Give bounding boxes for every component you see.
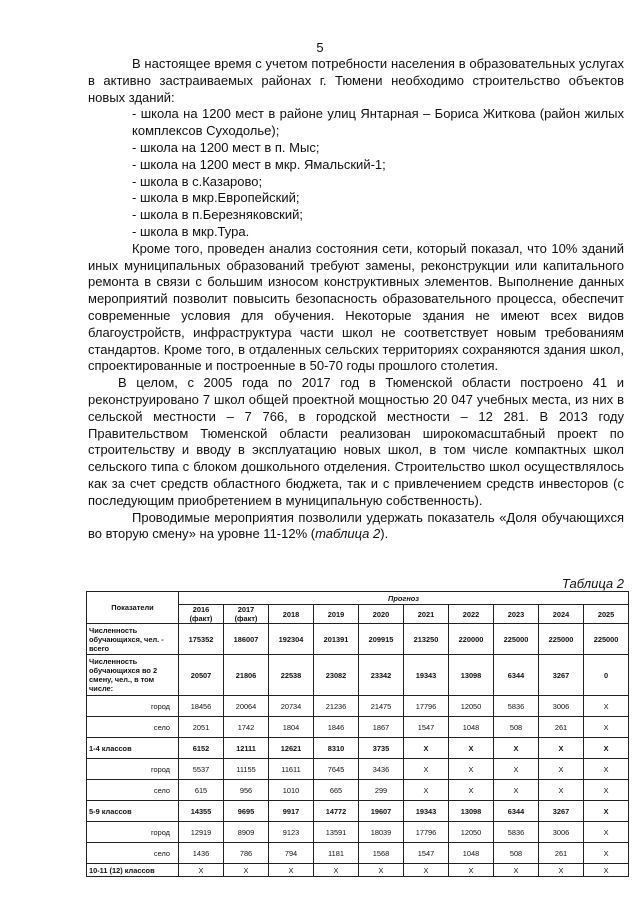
cell: 8909 bbox=[224, 822, 269, 843]
header-year: 2016 (факт) bbox=[179, 605, 224, 624]
cell: 8310 bbox=[314, 738, 359, 759]
row-label: 1-4 классов bbox=[87, 738, 179, 759]
cell: 175352 bbox=[179, 624, 224, 655]
cell: Х bbox=[494, 759, 539, 780]
cell: Х bbox=[494, 738, 539, 759]
list-item: - школа в с.Казарово; bbox=[132, 173, 263, 189]
cell: 0 bbox=[584, 655, 629, 696]
cell: 3006 bbox=[539, 822, 584, 843]
cell: Х bbox=[359, 864, 404, 877]
cell: 1048 bbox=[449, 843, 494, 864]
table-row bbox=[87, 864, 629, 877]
cell: 1010 bbox=[269, 780, 314, 801]
table-reference: таблица 2 bbox=[315, 526, 381, 542]
cell: Х bbox=[269, 864, 314, 877]
cell: 6344 bbox=[494, 655, 539, 696]
cell: 1568 bbox=[359, 843, 404, 864]
table-row bbox=[87, 801, 629, 822]
list-item: - школа в мкр.Европейский; bbox=[132, 190, 300, 206]
cell: 20064 bbox=[224, 696, 269, 717]
cell: Х bbox=[404, 759, 449, 780]
table-row bbox=[87, 738, 629, 759]
row-label: город bbox=[87, 696, 179, 717]
paragraph-4-main: Проводимые мероприятия позволили удержать показатель «Доля обучающихся во вторую смену» на уровне 11-12% ( bbox=[88, 509, 624, 542]
list-item: - школа в п.Березняковский; bbox=[132, 207, 304, 223]
header-year: 2022 bbox=[449, 605, 494, 624]
cell: Х bbox=[584, 843, 629, 864]
list-item: - школа в мкр.Тура. bbox=[132, 223, 250, 239]
cell: 12621 bbox=[269, 738, 314, 759]
cell: 18456 bbox=[179, 696, 224, 717]
data-table bbox=[86, 591, 629, 877]
list-item: - школа на 1200 мест в районе улиц Янтарная – Бориса Житкова (район жилых комплексов Суходолье); bbox=[132, 106, 624, 139]
cell: 261 bbox=[539, 717, 584, 738]
cell: Х bbox=[449, 780, 494, 801]
cell: 186007 bbox=[224, 624, 269, 655]
header-year: 2017 (факт) bbox=[224, 605, 269, 624]
cell: 11611 bbox=[269, 759, 314, 780]
cell: Х bbox=[224, 864, 269, 877]
page-number: 5 bbox=[316, 40, 324, 55]
cell: 209915 bbox=[359, 624, 404, 655]
cell: Х bbox=[404, 738, 449, 759]
cell: 261 bbox=[539, 843, 584, 864]
table-row bbox=[87, 696, 629, 717]
cell: 5836 bbox=[494, 696, 539, 717]
cell: 225000 bbox=[494, 624, 539, 655]
cell: 9123 bbox=[269, 822, 314, 843]
cell: 3436 bbox=[359, 759, 404, 780]
cell: Х bbox=[404, 864, 449, 877]
cell: 225000 bbox=[539, 624, 584, 655]
list-item: - школа на 1200 мест в мкр. Ямальский-1; bbox=[132, 156, 386, 172]
row-label: город bbox=[87, 759, 179, 780]
cell: Х bbox=[539, 738, 584, 759]
header-year: 2018 bbox=[269, 605, 314, 624]
cell: Х bbox=[539, 864, 584, 877]
cell: 3267 bbox=[539, 655, 584, 696]
table-row bbox=[87, 717, 629, 738]
cell: 1867 bbox=[359, 717, 404, 738]
cell: 794 bbox=[269, 843, 314, 864]
cell: 3267 bbox=[539, 801, 584, 822]
cell: 12919 bbox=[179, 822, 224, 843]
body-text bbox=[88, 56, 624, 543]
cell: Х bbox=[449, 864, 494, 877]
cell: Х bbox=[314, 864, 359, 877]
cell: 508 bbox=[494, 717, 539, 738]
header-year: 2021 bbox=[404, 605, 449, 624]
header-forecast: Прогноз bbox=[179, 592, 629, 605]
cell: 201391 bbox=[314, 624, 359, 655]
cell: 20734 bbox=[269, 696, 314, 717]
cell: Х bbox=[584, 759, 629, 780]
cell: 6344 bbox=[494, 801, 539, 822]
cell: 17796 bbox=[404, 696, 449, 717]
cell: 21806 bbox=[224, 655, 269, 696]
header-year: 2023 bbox=[494, 605, 539, 624]
cell: Х bbox=[584, 717, 629, 738]
cell: 23082 bbox=[314, 655, 359, 696]
cell: 23342 bbox=[359, 655, 404, 696]
cell: 5836 bbox=[494, 822, 539, 843]
cell: 14355 bbox=[179, 801, 224, 822]
cell: 13098 bbox=[449, 655, 494, 696]
cell: Х bbox=[539, 759, 584, 780]
paragraph-4 bbox=[88, 510, 624, 544]
cell: 1742 bbox=[224, 717, 269, 738]
cell: Х bbox=[404, 780, 449, 801]
cell: Х bbox=[539, 780, 584, 801]
cell: 1547 bbox=[404, 843, 449, 864]
cell: Х bbox=[584, 780, 629, 801]
cell: Х bbox=[449, 738, 494, 759]
cell: 956 bbox=[224, 780, 269, 801]
cell: 508 bbox=[494, 843, 539, 864]
header-year: 2024 bbox=[539, 605, 584, 624]
cell: 2051 bbox=[179, 717, 224, 738]
table-row bbox=[87, 655, 629, 696]
paragraph-1: В настоящее время с учетом потребности населения в образовательных услугах в активно застраиваемых районах г. Тюмени необходимо строительство объектов новых зданий: bbox=[88, 56, 624, 105]
cell: 21475 bbox=[359, 696, 404, 717]
cell: 19343 bbox=[404, 801, 449, 822]
table-row bbox=[87, 780, 629, 801]
cell: 220000 bbox=[449, 624, 494, 655]
cell: 6152 bbox=[179, 738, 224, 759]
cell: 1547 bbox=[404, 717, 449, 738]
row-label: село bbox=[87, 843, 179, 864]
table-row bbox=[87, 759, 629, 780]
cell: 14772 bbox=[314, 801, 359, 822]
cell: Х bbox=[494, 780, 539, 801]
paragraph-3: В целом, с 2005 года по 2017 год в Тюменской области построено 41 и реконструировано 7 школ общей проектной мощностью 20 047 учебных места, из них в сельской местности – 7 766, в городской местности – 12 281. В 2013 году Правительством Тюменской области реализован широкомасштабный проект по строительству и вводу в эксплуатацию новых школ, в том числе компактных школ сельского типа с блоком дошкольного отделения. Строительство школ осуществлялось как за счет средств областного бюджета, так и с привлечением средств инвесторов (с последующим приобретением в муниципальную собственность). bbox=[88, 375, 624, 508]
paragraph-2: Кроме того, проведен анализ состояния сети, который показал, что 10% зданий иных муниципальных образований требуют замены, реконструкции или капитального ремонта в связи с большим износом конструктивных элементов. Выполнение данных мероприятий позволит повысить безопасность образовательного процесса, обеспечит современные условия для обучения. Некоторые здания не имеют всех видов благоустройств, инфраструктура части школ не соответствует новым требованиям стандартов. Кроме того, в отдаленных сельских территориях сохраняются здания школ, спроектированные и построенные в 50-70 годы прошлого столетия. bbox=[88, 240, 624, 374]
cell: 18039 bbox=[359, 822, 404, 843]
cell: 11155 bbox=[224, 759, 269, 780]
cell: 1804 bbox=[269, 717, 314, 738]
row-label: село bbox=[87, 780, 179, 801]
table-caption: Таблица 2 bbox=[561, 576, 624, 591]
cell: 299 bbox=[359, 780, 404, 801]
cell: 19343 bbox=[404, 655, 449, 696]
cell: 192304 bbox=[269, 624, 314, 655]
cell: 12050 bbox=[449, 696, 494, 717]
cell: 3735 bbox=[359, 738, 404, 759]
cell: Х bbox=[584, 801, 629, 822]
cell: 1181 bbox=[314, 843, 359, 864]
row-label: 10-11 (12) классов bbox=[87, 864, 179, 877]
cell: 21236 bbox=[314, 696, 359, 717]
row-label: Численность обучающихся во 2 смену, чел., в том числе: bbox=[87, 655, 179, 696]
header-year: 2025 bbox=[584, 605, 629, 624]
cell: 17796 bbox=[404, 822, 449, 843]
table-row bbox=[87, 843, 629, 864]
paragraph-4-end: ). bbox=[380, 526, 389, 542]
cell: 7645 bbox=[314, 759, 359, 780]
row-label: село bbox=[87, 717, 179, 738]
cell: 1436 bbox=[179, 843, 224, 864]
cell: 12050 bbox=[449, 822, 494, 843]
cell: 13591 bbox=[314, 822, 359, 843]
cell: 225000 bbox=[584, 624, 629, 655]
header-year: 2019 bbox=[314, 605, 359, 624]
cell: Х bbox=[584, 738, 629, 759]
cell: 9917 bbox=[269, 801, 314, 822]
cell: 3006 bbox=[539, 696, 584, 717]
cell: 22538 bbox=[269, 655, 314, 696]
header-year: 2020 bbox=[359, 605, 404, 624]
cell: Х bbox=[494, 864, 539, 877]
row-label: 5-9 классов bbox=[87, 801, 179, 822]
cell: 213250 bbox=[404, 624, 449, 655]
table-row bbox=[87, 822, 629, 843]
cell: 13098 bbox=[449, 801, 494, 822]
cell: 9695 bbox=[224, 801, 269, 822]
cell: 12111 bbox=[224, 738, 269, 759]
header-indicator: Показатели bbox=[87, 592, 179, 624]
cell: 665 bbox=[314, 780, 359, 801]
cell: Х bbox=[179, 864, 224, 877]
cell: Х bbox=[584, 696, 629, 717]
cell: 20507 bbox=[179, 655, 224, 696]
cell: 786 bbox=[224, 843, 269, 864]
cell: Х bbox=[584, 864, 629, 877]
cell: 19607 bbox=[359, 801, 404, 822]
cell: 1048 bbox=[449, 717, 494, 738]
cell: 5537 bbox=[179, 759, 224, 780]
row-label: Численность обучающихся, чел. - всего bbox=[87, 624, 179, 655]
list-item: - школа на 1200 мест в п. Мыс; bbox=[132, 139, 320, 155]
cell: 1846 bbox=[314, 717, 359, 738]
table-row bbox=[87, 624, 629, 655]
cell: Х bbox=[584, 822, 629, 843]
row-label: город bbox=[87, 822, 179, 843]
cell: 615 bbox=[179, 780, 224, 801]
cell: Х bbox=[449, 759, 494, 780]
